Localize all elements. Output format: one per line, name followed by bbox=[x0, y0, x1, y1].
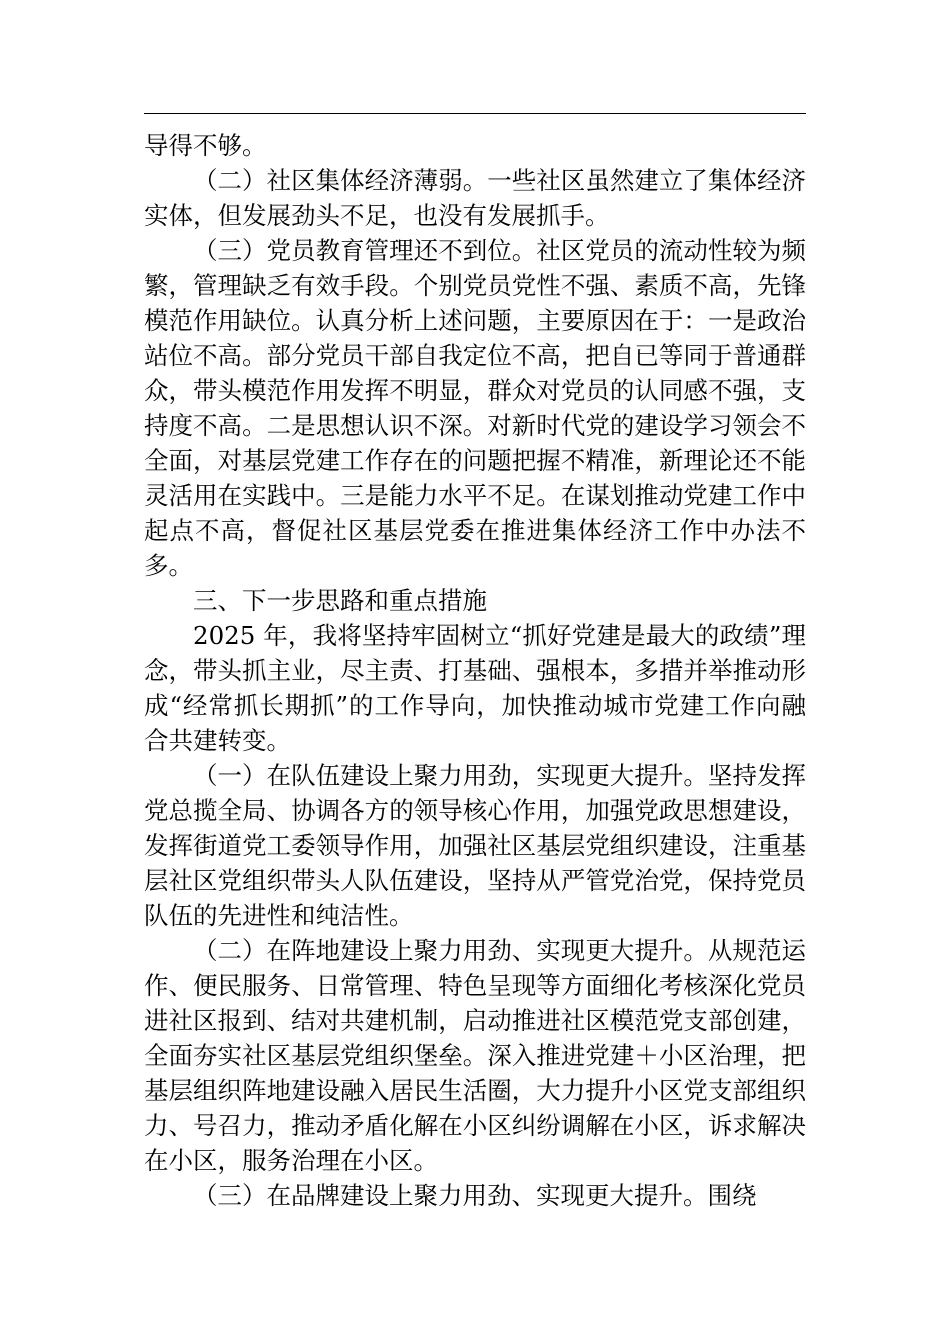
paragraph-measure-2: （二）在阵地建设上聚力用劲、实现更大提升。从规范运作、便民服务、日常管理、特色呈现等方面细化考核深化党员进社区报到、结对共建机制，启动推进社区模范党支部创建，全面夯实社区基层党组织堡垒。深入推进党建＋小区治理，把基层组织阵地建设融入居民生活圈，大力提升小区党支部组织力、号召力，推动矛盾化解在小区纠纷调解在小区，诉求解决在小区，服务治理在小区。 bbox=[144, 936, 806, 1175]
header-rule bbox=[144, 113, 806, 114]
paragraph-measure-1: （一）在队伍建设上聚力用劲，实现更大提升。坚持发挥党总揽全局、协调各方的领导核心作用，加强党政思想建设，发挥街道党工委领导作用，加强社区基层党组织建设，注重基层社区党组织带头人队伍建设，坚持从严管党治党，保持党员队伍的先进性和纯洁性。 bbox=[144, 761, 806, 930]
section-heading-next-steps: 三、下一步思路和重点措施 bbox=[193, 586, 487, 615]
document-body bbox=[144, 128, 806, 1213]
paragraph-issue-2: （二）社区集体经济薄弱。一些社区虽然建立了集体经济实体，但发展劲头不足，也没有发展抓手。 bbox=[144, 166, 806, 230]
paragraph-issue-3: （三）党员教育管理还不到位。社区党员的流动性较为频繁，管理缺乏有效手段。个别党员党性不强、素质不高，先锋模范作用缺位。认真分析上述问题，主要原因在于：一是政治站位不高。部分党员干部自我定位不高，把自已等同于普通群众，带头模范作用发挥不明显，群众对党员的认同感不强，支持度不高。二是思想认识不深。对新时代党的建设学习领会不全面，对基层党建工作存在的问题把握不精准，新理论还不能灵活用在实践中。三是能力水平不足。在谋划推动党建工作中起点不高，督促社区基层党委在推进集体经济工作中办法不多。 bbox=[144, 236, 806, 580]
paragraph-continuation: 导得不够。 bbox=[144, 131, 267, 160]
paragraph-2025-plan: 2025 年，我将坚持牢固树立“抓好党建是最大的政绩”理念，带头抓主业，尽主责、打基础、强根本，多措并举推动形成“经常抓长期抓”的工作导向，加快推动城市党建工作向融合共建转变。 bbox=[144, 621, 806, 755]
paragraph-measure-3: （三）在品牌建设上聚力用劲、实现更大提升。围绕 bbox=[193, 1181, 757, 1210]
